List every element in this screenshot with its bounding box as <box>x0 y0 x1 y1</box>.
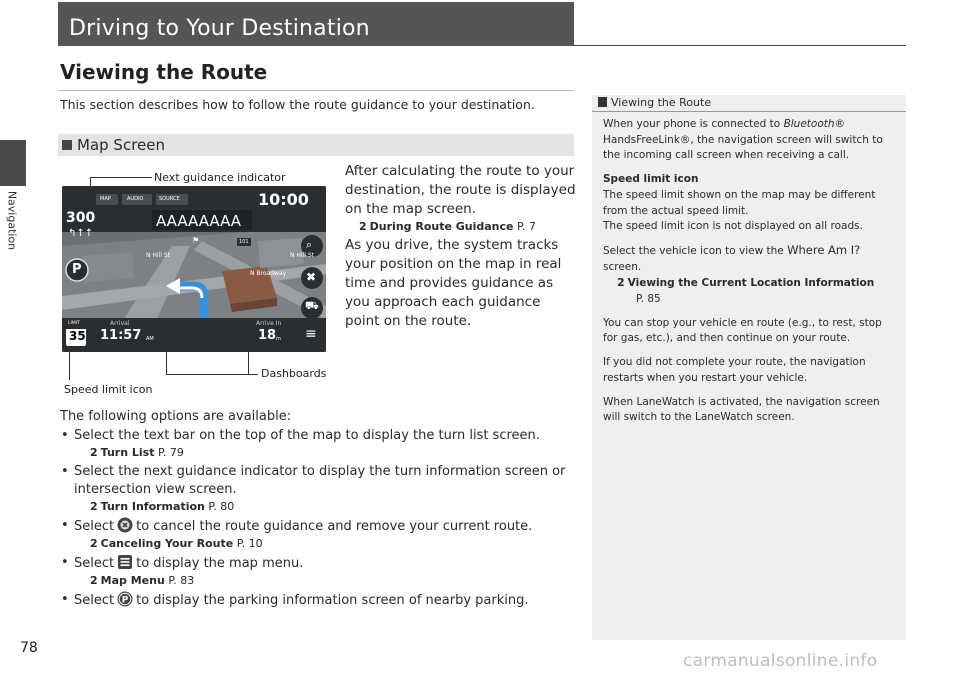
xref-page: P. 80 <box>208 500 235 513</box>
section-rule <box>58 90 574 91</box>
sidebar-paragraph <box>603 243 899 275</box>
list-item <box>60 554 580 588</box>
bullet-text: Select the text bar on the top of the map to display the turn list screen. <box>74 428 540 443</box>
section-title: Viewing the Route <box>60 60 268 84</box>
callout-leader-line <box>166 350 167 374</box>
xref-page: P. 83 <box>168 574 195 587</box>
section-intro: This section describes how to follow the route guidance to your destination. <box>60 97 535 112</box>
cross-reference[interactable] <box>359 220 577 234</box>
screen-tab-audio: AUDIO <box>127 196 144 202</box>
body-text <box>345 162 577 331</box>
vehicle-options-icon: ⛟ <box>305 299 319 312</box>
screen-distance: 300 <box>66 210 96 226</box>
sidebar-paragraph: You can stop your vehicle en route (e.g., to rest, stop for gas, etc.), and then continue on your route. <box>603 316 882 345</box>
callout-leader-line <box>90 177 152 178</box>
turn-flag-icon: ⚑ <box>192 236 200 245</box>
where-am-i-label: Where Am I? <box>787 242 861 257</box>
parking-icon: P <box>72 262 82 277</box>
reference-arrow-icon: 2 <box>90 500 98 513</box>
svg-text:P: P <box>121 595 129 606</box>
bullet-text-pre: Select <box>74 593 115 608</box>
options-list <box>60 427 580 610</box>
body-paragraph: As you drive, the system tracks your position on the map in real time and provides guidance as you approach each guidance point on the route. <box>345 237 562 329</box>
screen-street-name: AAAAAAAA <box>156 212 242 230</box>
text-run: When your phone is connected to <box>603 118 784 130</box>
reference-arrow-icon: 2 <box>90 574 98 587</box>
text-run: screen. <box>603 260 642 273</box>
sidebar-paragraph <box>603 117 899 164</box>
cross-reference[interactable] <box>90 500 580 514</box>
callout-leader-line <box>248 350 249 374</box>
sidebar-paragraph: The speed limit shown on the map may be different from the actual speed limit. <box>603 188 876 217</box>
bullet-text-post: to display the parking information screen of nearby parking. <box>136 593 529 608</box>
side-label-text: Navigation <box>5 190 19 251</box>
callout-next-guidance: Next guidance indicator <box>154 171 286 184</box>
cross-reference[interactable] <box>90 446 580 460</box>
arrival-time: 11:57 <box>100 328 142 343</box>
watermark: carmanualsonline.info <box>683 651 878 671</box>
callout-leader-line <box>69 350 70 380</box>
sidebar-header <box>592 95 906 112</box>
bullet-text-post: to display the map menu. <box>136 556 304 571</box>
cross-reference[interactable] <box>90 537 580 551</box>
lane-arrows-icon: ↰↑↑ <box>68 228 94 239</box>
callout-speed-limit: Speed limit icon <box>64 383 153 396</box>
cross-reference[interactable] <box>603 275 899 292</box>
arrive-in-unit: m <box>276 336 281 342</box>
subsection-title: Map Screen <box>77 136 165 154</box>
sidebar-paragraph: If you did not complete your route, the navigation restarts when you restart your vehicle. <box>603 356 866 384</box>
chapter-rule <box>574 45 906 46</box>
bullet-text-pre: Select <box>74 519 115 534</box>
arrive-in-value: 18 <box>258 328 277 343</box>
xref-title: Canceling Your Route <box>100 537 234 550</box>
xref-page: P. 7 <box>517 220 536 233</box>
xref-title: Turn Information <box>100 500 205 513</box>
options-lead: The following options are available: <box>60 409 292 424</box>
list-item <box>60 517 580 551</box>
bullet-text: Select the next guidance indicator to display the turn information screen or intersection view screen. <box>74 464 566 497</box>
screen-tab-source: SOURCE <box>159 196 180 202</box>
square-bullet-icon <box>62 140 72 150</box>
parking-icon <box>117 591 133 607</box>
xref-title: Map Menu <box>100 574 165 587</box>
list-item <box>60 427 580 460</box>
reference-arrow-icon: 2 <box>617 276 625 290</box>
xref-title: Turn List <box>100 446 155 459</box>
sidebar-paragraph: The speed limit icon is not displayed on all roads. <box>603 220 863 233</box>
body-paragraph: After calculating the route to your destination, the route is displayed on the map screen. <box>345 163 576 217</box>
bullet-text-post: to cancel the route guidance and remove your current route. <box>136 519 533 534</box>
reference-arrow-icon: 2 <box>90 537 98 550</box>
xref-title: During Route Guidance <box>369 220 514 233</box>
cross-reference[interactable] <box>90 574 580 588</box>
navigation-map-screen <box>62 186 326 352</box>
sidebar-content <box>603 117 899 434</box>
chapter-title: Driving to Your Destination <box>58 2 574 46</box>
road-label: N Hill St <box>290 252 314 259</box>
callout-leader-line <box>166 374 258 375</box>
callout-dashboards: Dashboards <box>261 367 327 380</box>
list-item <box>60 591 580 610</box>
note-marker-icon <box>598 97 607 107</box>
bullet-text-pre: Select <box>74 556 115 571</box>
sidebar-subheading: Speed limit icon <box>603 173 699 186</box>
xref-page: P. 85 <box>636 293 661 306</box>
speed-limit-label: LIMIT <box>68 321 80 326</box>
cancel-route-icon: ✖ <box>306 270 317 284</box>
map-menu-icon <box>117 554 133 570</box>
speed-limit-value: 35 <box>69 329 86 343</box>
side-section-label <box>2 180 22 260</box>
route-shield: 101 <box>239 239 249 245</box>
cancel-route-icon <box>117 517 133 533</box>
page-number: 78 <box>20 640 38 656</box>
xref-page: P. 10 <box>236 537 263 550</box>
subsection-heading <box>58 134 574 156</box>
text-run: Select the vehicle icon to view the <box>603 244 788 257</box>
arrival-label: Arrival <box>110 320 130 327</box>
road-label: N Hill St <box>146 252 170 259</box>
zoom-in-icon: ⌕ <box>306 238 313 251</box>
map-menu-icon: ≡ <box>305 326 317 342</box>
reference-arrow-icon: 2 <box>90 446 98 459</box>
road-label: N Broadway <box>250 270 287 277</box>
arrival-unit: AM <box>146 336 154 342</box>
list-item <box>60 463 580 514</box>
xref-page: P. 79 <box>157 446 184 459</box>
arrive-in-label: Arrive In <box>256 320 282 327</box>
screen-clock: 10:00 <box>258 190 309 209</box>
text-run: Bluetooth <box>783 118 835 130</box>
text-run: ® HandsFreeLink®, the navigation screen will switch to the incoming call screen when receiving a call. <box>603 118 883 162</box>
reference-arrow-icon: 2 <box>359 220 367 233</box>
sidebar-paragraph: When LaneWatch is activated, the navigation screen will switch to the LaneWatch screen. <box>603 395 880 424</box>
screen-tab-map: MAP <box>100 196 111 202</box>
xref-title: Viewing the Current Location Information <box>627 277 875 290</box>
sidebar-header-text: Viewing the Route <box>611 96 712 109</box>
